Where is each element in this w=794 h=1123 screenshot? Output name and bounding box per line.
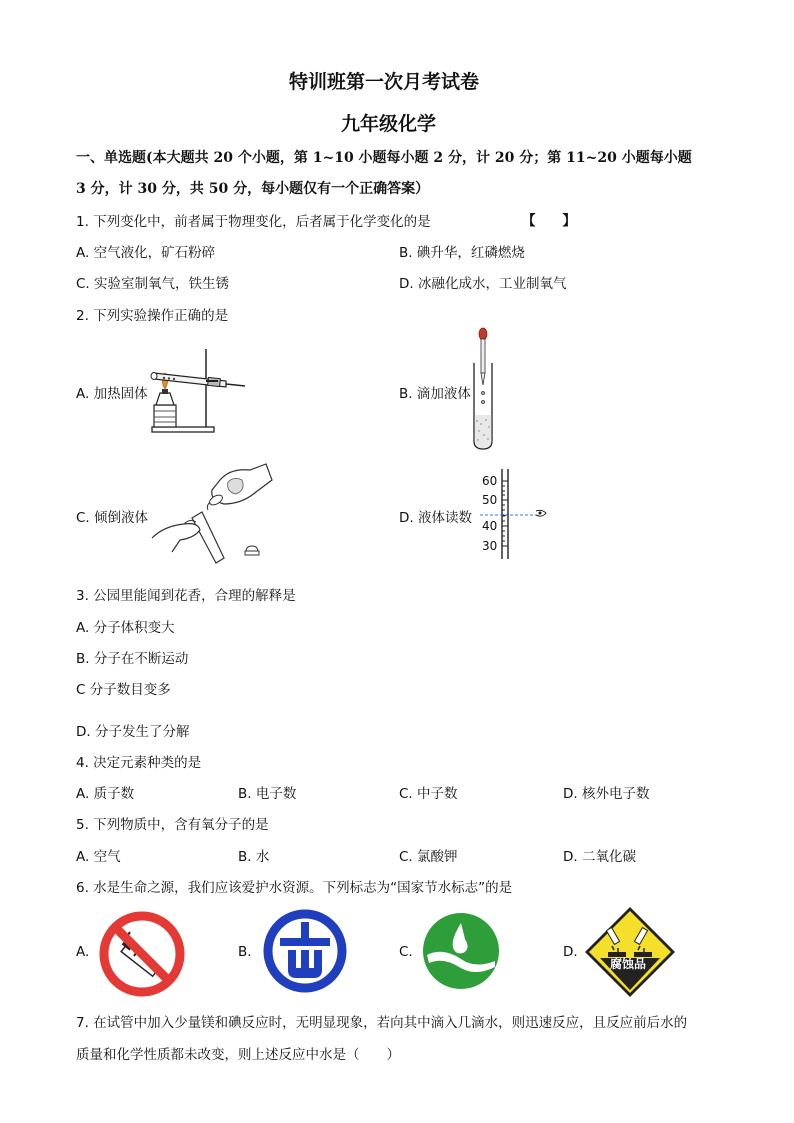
q4-option-d: D. 核外电子数	[563, 786, 650, 802]
heating-solid-apparatus-icon	[148, 345, 248, 435]
q7-stem-line2: 质量和化学性质都未改变，则上述反应中水是（ ）	[76, 1047, 400, 1063]
q5-option-b: B. 水	[238, 849, 270, 865]
no-smoking-sign-icon	[98, 910, 186, 998]
q7-stem-line1: 7. 在试管中加入少量镁和碘反应时，无明显现象，若向其中滴入几滴水，则迅速反应，且反应前后水的	[76, 1015, 688, 1031]
q5-option-c: C. 氯酸钾	[399, 849, 458, 865]
q5-option-d: D. 二氧化碳	[563, 849, 636, 865]
q4-option-a: A. 质子数	[76, 786, 135, 802]
cylinder-tick-40: 40	[482, 519, 498, 533]
section-heading-line2: 3 分，计 30 分，共 50 分，每小题仅有一个正确答案）	[76, 181, 430, 197]
q2-option-b: B. 滴加液体	[399, 386, 471, 402]
cylinder-tick-50: 50	[482, 493, 498, 507]
national-water-saving-sign-icon	[421, 911, 501, 991]
q2-option-a: A. 加热固体	[76, 386, 148, 402]
q1-answer-bracket: 【 】	[522, 213, 576, 229]
q6-option-d: D.	[563, 944, 578, 960]
q6-stem: 6. 水是生命之源，我们应该爱护水资源。下列标志为“国家节水标志”的是	[76, 880, 513, 896]
q6-option-b: B.	[238, 944, 252, 960]
cylinder-tick-60: 60	[482, 474, 498, 488]
q1-stem: 1. 下列变化中，前者属于物理变化，后者属于化学变化的是	[76, 214, 431, 230]
corrosive-label: 腐蚀品	[610, 957, 647, 971]
water-saving-blue-sign-icon	[262, 908, 348, 994]
q3-option-c: C 分子数目变多	[76, 682, 171, 698]
q6-option-c: C.	[399, 944, 413, 960]
q5-option-a: A. 空气	[76, 849, 121, 865]
q3-stem: 3. 公园里能闻到花香，合理的解释是	[76, 588, 296, 604]
q2-option-d: D. 液体读数	[399, 510, 472, 526]
section-heading-line1: 一、单选题(本大题共 20 个小题，第 1~10 小题每小题 2 分，计 20 分；第 11~20 小题每小题	[76, 150, 692, 166]
q4-option-c: C. 中子数	[399, 786, 458, 802]
exam-title: 特训班第一次月考试卷	[289, 71, 480, 93]
corrosive-hazard-sign-icon	[584, 906, 676, 998]
q2-option-c: C. 倾倒液体	[76, 510, 149, 526]
q3-option-a: A. 分子体积变大	[76, 620, 175, 636]
q4-option-b: B. 电子数	[238, 786, 297, 802]
q1-option-c: C. 实验室制氧气，铁生锈	[76, 276, 230, 292]
q1-option-b: B. 碘升华，红磷燃烧	[399, 245, 525, 261]
exam-subtitle: 九年级化学	[341, 113, 437, 135]
q3-option-d: D. 分子发生了分解	[76, 724, 190, 740]
q4-stem: 4. 决定元素种类的是	[76, 755, 202, 771]
pouring-liquid-icon	[150, 460, 280, 570]
dropper-test-tube-icon	[468, 327, 498, 452]
q2-stem: 2. 下列实验操作正确的是	[76, 308, 229, 324]
q3-option-b: B. 分子在不断运动	[76, 651, 189, 667]
q6-option-a: A.	[76, 944, 90, 960]
q5-stem: 5. 下列物质中，含有氧分子的是	[76, 817, 269, 833]
q1-option-a: A. 空气液化，矿石粉碎	[76, 245, 216, 261]
q1-option-d: D. 冰融化成水，工业制氧气	[399, 276, 567, 292]
cylinder-tick-30: 30	[482, 539, 498, 553]
